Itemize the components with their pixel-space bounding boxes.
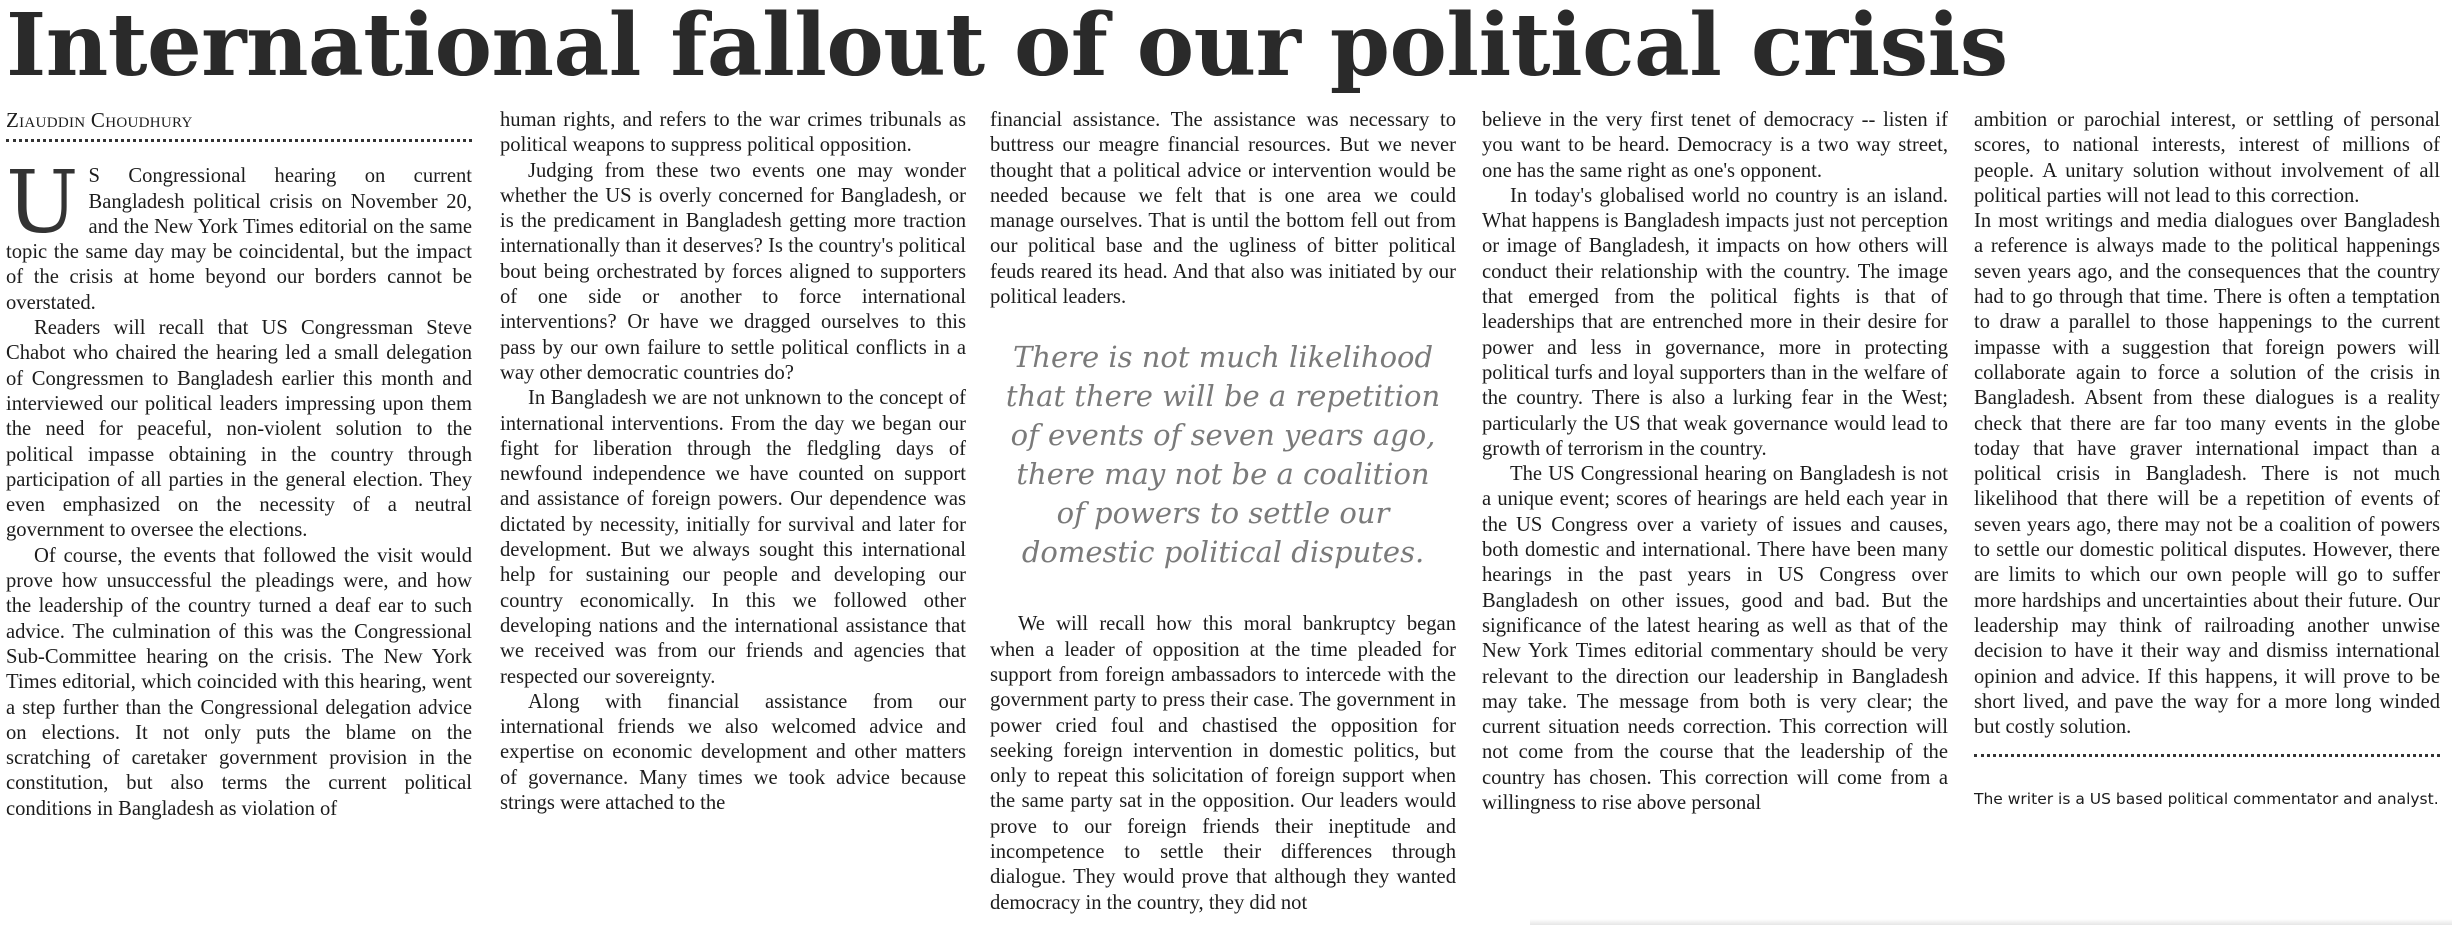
column-2 bbox=[500, 108, 966, 816]
dotted-divider bbox=[6, 139, 472, 142]
dotted-divider bbox=[1974, 754, 2440, 757]
paragraph: In Bangladesh we are not unknown to the concept of international interventions. From the day we began our fight for liberation through the fledgling days of newfound independence we have counted on support and assistance of foreign powers. Our dependence was dictated by necessity, initially for survival and later for development. But we always sought this international help for sustaining our people and developing our country economically. In this we followed other developing nations and the international assistance that we received was from our friends and agencies that respected our sovereignty. bbox=[500, 387, 966, 688]
author-credit: The writer is a US based political commentator and analyst. bbox=[1974, 790, 2439, 809]
paragraph: believe in the very first tenet of democracy -- listen if you want to be heard. Democracy is a two way street, one has the same right as one's opponent. bbox=[1482, 109, 1948, 182]
paragraph: We will recall how this moral bankruptcy began when a leader of opposition at the time pleaded for support from foreign ambassadors to intercede with the government party to press their case. The government in power cried foul and chastised the opposition for seeking foreign intervention in domestic politics, but only to repeat this solicitation of foreign support when the same party sat in the opposition. Our leaders would prove to our foreign friends their ineptitude and incompetence to settle their differences through dialogue. They would prove that although they wanted democracy in the country, they did not bbox=[990, 613, 1456, 914]
paragraph: Of course, the events that followed the visit would prove how unsuccessful the pleadings were, and how the leadership of the country turned a deaf ear to such advice. The culmination of this was the Congressional Sub-Committee hearing on the crisis. The New York Times editorial, which coincided with this hearing, went a step further than the Congressional delegation advice on elections. It not only puts the blame on the scratching of caretaker government provision in the constitution, but also terms the current political conditions in Bangladesh as violation of bbox=[6, 544, 472, 820]
paragraph: In today's globalised world no country is an island. What happens is Bangladesh impacts just not perception or image of Bangladesh, it impacts on how others will conduct their relationship with the country. The image that emerged from the political fights is that of leaderships that are entrenched more in their desire for power and less in governance, more in protecting political turfs and loyal supporters than in the welfare of the country. There is also a lurking fear in the West; particularly the US that weak governance would lead to growth of terrorism in the country. bbox=[1482, 184, 1948, 460]
pull-quote: There is not much likelihood that there will be a repetition of events of seven years ago, there may not be a coalition of powers to settle our domestic political disputes. bbox=[1005, 340, 1441, 570]
paragraph-text: S Congressional hearing on current Bangladesh political crisis on November 20, and the New York Times editorial on the same topic the same day may be coincidental, but the impact of the crisis at home beyond our borders cannot be overstated. bbox=[6, 165, 472, 314]
paragraph: Readers will recall that US Congressman Steve Chabot who chaired the hearing led a small delegation of Congressmen to Bangladesh earlier this month and interviewed our political leaders impressing upon them the need for peaceful, non-violent solution to the political impasse obtaining in the country through participation of all parties in the general election. They even emphasized on the necessity of a neutral government to oversee the elections. bbox=[6, 317, 472, 542]
column-4 bbox=[1482, 108, 1948, 816]
drop-cap: U bbox=[6, 153, 79, 254]
paragraph: financial assistance. The assistance was necessary to buttress our meagre financial resources. But we never thought that a political advice or intervention would be needed because we felt that is one area we could manage ourselves. That is until the bottom fell out from our political base and the ugliness of bitter political feuds reared its head. And that also was initiated by our political leaders. bbox=[990, 109, 1456, 309]
paragraph: ambition or parochial interest, or settling of personal scores, to national interests, interest of millions of people. A unitary solution without involvement of all political parties will not lead to this correction. bbox=[1974, 109, 2440, 207]
paragraph: In most writings and media dialogues over Bangladesh a reference is always made to the political happenings seven years ago, and the consequences that the country had to go through that time. There is often a temptation to draw a parallel to those happenings to the current impasse with a suggestion that foreign powers will collaborate again to force a solution of the crisis in Bangladesh. Absent from these dialogues is a reality check that there are far too many events in the globe today that have graver international impact than a political crisis in Bangladesh. There is not much likelihood that there will be a repetition of events of seven years ago, there may not be a coalition of powers to settle our domestic political disputes. However, there are limits to which our own people will go to suffer more hardships and uncertainties about their future. Our leadership may think of railroading another unwise decision to have it their way and dismiss international opinion and advice. If this happens, it will prove to be short lived, and pave the way for a more long winded but costly solution. bbox=[1974, 210, 2440, 739]
column-5 bbox=[1974, 108, 2440, 813]
byline: Ziauddin Choudhury bbox=[6, 108, 193, 132]
paragraph: The US Congressional hearing on Bangladesh is not a unique event; scores of hearings are held each year in the US Congress over a variety of issues and causes, both domestic and international. There have been many hearings in the past years in US Congress over Bangladesh on other issues, good and bad. But the significance of the latest hearing as well as that of the New York Times editorial commentary should be very relevant to the direction our leadership in Bangladesh may take. The message from both is very clear; the current situation needs correction. This correction will not come from the course that the leadership of the country has chosen. This correction will come from a willingness to rise above personal bbox=[1482, 463, 1948, 815]
column-1 bbox=[6, 108, 472, 822]
headline: International fallout of our political crisis bbox=[6, 0, 2008, 96]
page-edge-shadow bbox=[1530, 919, 2452, 925]
paragraph: Along with financial assistance from our international friends we also welcomed advice and expertise on economic development and other matters of governance. Many times we took advice because strings were attached to the bbox=[500, 690, 966, 815]
paragraph: human rights, and refers to the war crimes tribunals as political weapons to suppress political opposition. bbox=[500, 109, 966, 157]
paragraph: Judging from these two events one may wonder whether the US is overly concerned for Bangladesh, or is the predicament in Bangladesh getting more traction internationally than it deserves? Is the country's political bout being orchestrated by forces aligned to supporters of one side or another to force international interventions? Or have we dragged ourselves to this pass by our own failure to settle political conflicts in a way other democratic countries do? bbox=[500, 159, 966, 384]
column-3 bbox=[990, 108, 1456, 916]
lead-paragraph bbox=[6, 153, 472, 316]
